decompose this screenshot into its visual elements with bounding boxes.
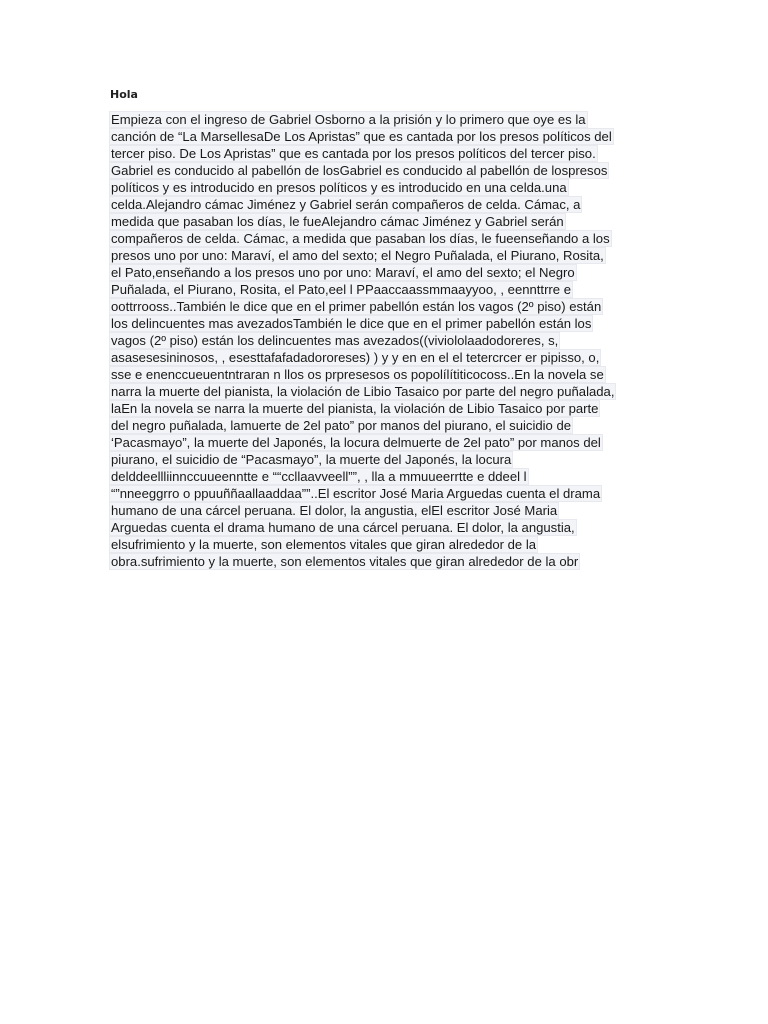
text-line: Gabriel es conducido al pabellón de losGabriel es conducido al pabellón de lospresos [111, 163, 608, 178]
text-line: Puñalada, el Piurano, Rosita, el Pato,eel l PPaaccaassmmaayyoo, , eennttrre e [111, 282, 571, 297]
text-line: presos uno por uno: Maraví, el amo del sexto; el Negro Puñalada, el Piurano, Rosita, [111, 248, 604, 263]
text-line: asasesesininosos, , esesttafafadadororeses) ) y y en en el el tetercrcer er pipisso, o, [111, 350, 600, 365]
text-line: narra la muerte del pianista, la violación de Libio Tasaico por parte del negro puñalada, [111, 384, 615, 399]
text-line: medida que pasaban los días, le fueAlejandro cámac Jiménez y Gabriel serán [111, 214, 564, 229]
document-heading: Hola [110, 88, 138, 101]
text-line: celda.Alejandro cámac Jiménez y Gabriel serán compañeros de celda. Cámac, a [111, 197, 581, 212]
text-line: el Pato,enseñando a los presos uno por uno: Maraví, el amo del sexto; el Negro [111, 265, 575, 280]
text-line: Arguedas cuenta el drama humano de una cárcel peruana. El dolor, la angustia, [111, 520, 575, 535]
text-line: ‘Pacasmayo”, la muerte del Japonés, la locura delmuerte de 2el pato” por manos del [111, 435, 601, 450]
document-body [110, 111, 670, 570]
text-line: “”nneeggrro o ppuuññaallaaddaa””..El escritor José Maria Arguedas cuenta el drama [111, 486, 601, 501]
text-line: piurano, el suicidio de “Pacasmayo”, la muerte del Japonés, la locura [111, 452, 512, 467]
text-line: elsufrimiento y la muerte, son elementos vitales que giran alrededor de la [111, 537, 537, 552]
text-line: Empieza con el ingreso de Gabriel Osborno a la prisión y lo primero que oye es la [111, 112, 586, 127]
text-line: humano de una cárcel peruana. El dolor, la angustia, elEl escritor José Maria [111, 503, 558, 518]
text-line: oottrrooss..También le dice que en el primer pabellón están los vagos (2º piso) están [111, 299, 602, 314]
text-line: delddeellliinnccuueenntte e ““ccllaavveell””, , lla a mmuueerrtte e ddeel l [111, 469, 527, 484]
text-line: canción de “La MarsellesaDe Los Apristas” que es cantada por los presos políticos del [111, 129, 612, 144]
text-line: los delincuentes mas avezadosTambién le dice que en el primer pabellón están los [111, 316, 592, 331]
text-line: laEn la novela se narra la muerte del pianista, la violación de Libio Tasaico por parte [111, 401, 599, 416]
text-line: del negro puñalada, lamuerte de 2el pato” por manos del piurano, el suicidio de [111, 418, 572, 433]
text-line: políticos y es introducido en presos políticos y es introducido en una celda.una [111, 180, 567, 195]
text-line: vagos (2º piso) están los delincuentes mas avezados((viviololaadodoreres, s, [111, 333, 559, 348]
text-line: sse e enenccueuentntraran n llos os prpresesos os popolílítiticocoss..En la novela se [111, 367, 604, 382]
text-line: compañeros de celda. Cámac, a medida que pasaban los días, le fueenseñando a los [111, 231, 610, 246]
text-line: tercer piso. De Los Apristas” que es cantada por los presos políticos del tercer piso. [111, 146, 596, 161]
text-line: obra.sufrimiento y la muerte, son elementos vitales que giran alrededor de la obr [111, 554, 579, 569]
